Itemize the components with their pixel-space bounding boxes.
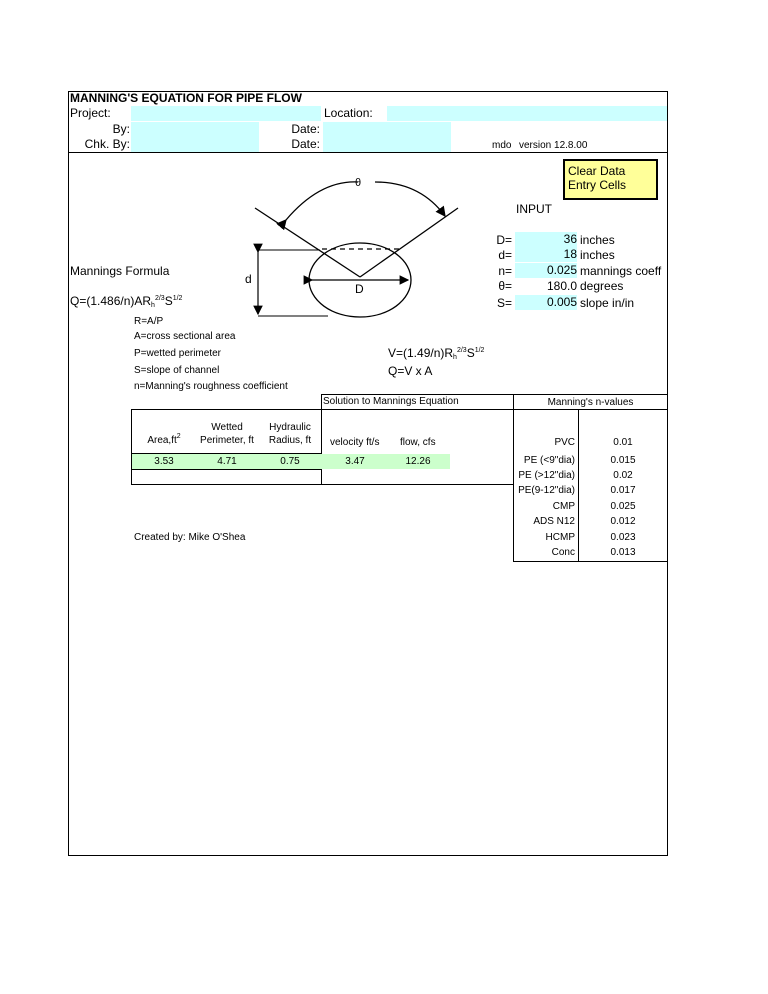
flow-formula: Q=V x A (388, 364, 433, 378)
date2-field[interactable] (323, 137, 451, 152)
project-field[interactable] (131, 106, 321, 121)
clear-button-line2: Entry Cells (568, 178, 627, 192)
page-title: MANNING'S EQUATION FOR PIPE FLOW (70, 91, 302, 105)
definition-r: R=A/P (134, 316, 164, 327)
by-label: By: (112, 122, 130, 136)
col-wetted-header-2: Perimeter, ft (200, 435, 254, 446)
col-flow-header: flow, cfs (400, 437, 436, 448)
col-hydraulic-header-1: Hydraulic (269, 422, 311, 433)
n-material: HCMP (545, 532, 575, 543)
mdo-label: mdo (492, 140, 512, 151)
input-label-n: n= (498, 264, 512, 278)
created-by: Created by: Mike O'Shea (134, 532, 246, 543)
table-left-border (131, 409, 132, 484)
definition-n: n=Manning's roughness coefficient (134, 381, 288, 392)
location-field[interactable] (387, 106, 667, 121)
col-area-header: $Area,ft^2$ (147, 433, 181, 446)
n-value: 0.015 (610, 455, 636, 466)
chk-by-label: Chk. By: (84, 137, 130, 151)
project-label: Project: (70, 106, 111, 120)
n-values-divider (578, 409, 579, 562)
velocity-formula: $V=(1.49/n)R_h^{2/3}S^{1/2}$ (388, 346, 485, 361)
n-value: 0.02 (613, 470, 633, 481)
header-divider (68, 152, 668, 153)
input-unit-theta: degrees (580, 279, 624, 293)
col-wetted-header-1: Wetted (211, 422, 243, 433)
result-velocity: 3.47 (345, 456, 365, 467)
n-value: 0.013 (610, 547, 636, 558)
n-value: 0.023 (610, 532, 636, 543)
theta-symbol: θ (355, 177, 362, 189)
n-values-header-underline (513, 409, 668, 410)
n-material: PVC (554, 437, 575, 448)
by-field[interactable] (131, 122, 259, 137)
row-bottom-border (131, 469, 321, 470)
input-value-theta: 180.0 (546, 279, 577, 293)
input-field-S[interactable]: 0.005 (515, 295, 577, 310)
col-hydraulic-header-2: Radius, ft (268, 435, 312, 446)
input-heading: INPUT (516, 202, 552, 216)
n-material: PE (<9"dia) (523, 455, 575, 466)
n-value: 0.012 (610, 516, 636, 527)
input-field-D[interactable]: 36 (515, 232, 577, 247)
n-material: Conc (551, 547, 575, 558)
input-unit-D: inches (580, 233, 615, 247)
solution-heading-underline (321, 409, 513, 410)
input-label-theta: θ= (498, 279, 512, 293)
input-field-n[interactable]: 0.025 (515, 263, 577, 278)
clear-data-button[interactable] (563, 159, 658, 200)
location-label: Location: (324, 106, 373, 120)
n-value: 0.017 (610, 485, 636, 496)
n-material: PE (>12"dia) (518, 470, 575, 481)
solution-heading: Solution to Mannings Equation (323, 396, 459, 407)
result-area: 3.53 (154, 456, 174, 467)
input-label-S: S= (496, 296, 512, 310)
result-hydraulic-radius: 0.75 (280, 456, 300, 467)
definition-a: A=cross sectional area (134, 331, 236, 342)
input-label-d: d= (498, 248, 512, 262)
date2-label: Date: (291, 137, 320, 151)
input-unit-S: slope in/in (580, 296, 635, 310)
definition-s: S=slope of channel (134, 365, 220, 376)
clear-button-line1: Clear Data (568, 164, 626, 178)
result-wetted-perimeter: 4.71 (217, 456, 237, 467)
table-bottom-border (131, 484, 513, 485)
col-velocity-header: velocity ft/s (330, 437, 380, 448)
date-field[interactable] (323, 122, 451, 137)
n-value: 0.025 (610, 501, 636, 512)
chk-by-field[interactable] (131, 137, 259, 152)
input-unit-d: inches (580, 248, 615, 262)
definition-p: P=wetted perimeter (134, 348, 221, 359)
formula-heading: Mannings Formula (70, 264, 170, 278)
solution-divider (321, 394, 322, 484)
n-material: CMP (552, 501, 575, 512)
result-flow: 12.26 (405, 456, 431, 467)
n-values-heading: Manning's n-values (547, 397, 634, 408)
input-unit-n: mannings coeff (580, 264, 662, 278)
table-top-border (131, 409, 321, 410)
solution-top-border (321, 394, 513, 395)
version-label: version 12.8.00 (519, 140, 588, 151)
n-material: ADS N12 (533, 516, 575, 527)
manning-q-formula: $Q=(1.486/n)AR_h^{2/3}S^{1/2}$ (70, 294, 183, 309)
date-label: Date: (291, 122, 320, 136)
input-label-D: D= (496, 233, 512, 247)
depth-symbol: d (245, 272, 252, 286)
n-material: PE(9-12"dia) (518, 485, 575, 496)
pipe-cross-section-diagram (240, 170, 470, 330)
diameter-symbol: D (355, 282, 364, 296)
n-value: 0.01 (613, 437, 633, 448)
input-field-d[interactable]: 18 (515, 247, 577, 262)
